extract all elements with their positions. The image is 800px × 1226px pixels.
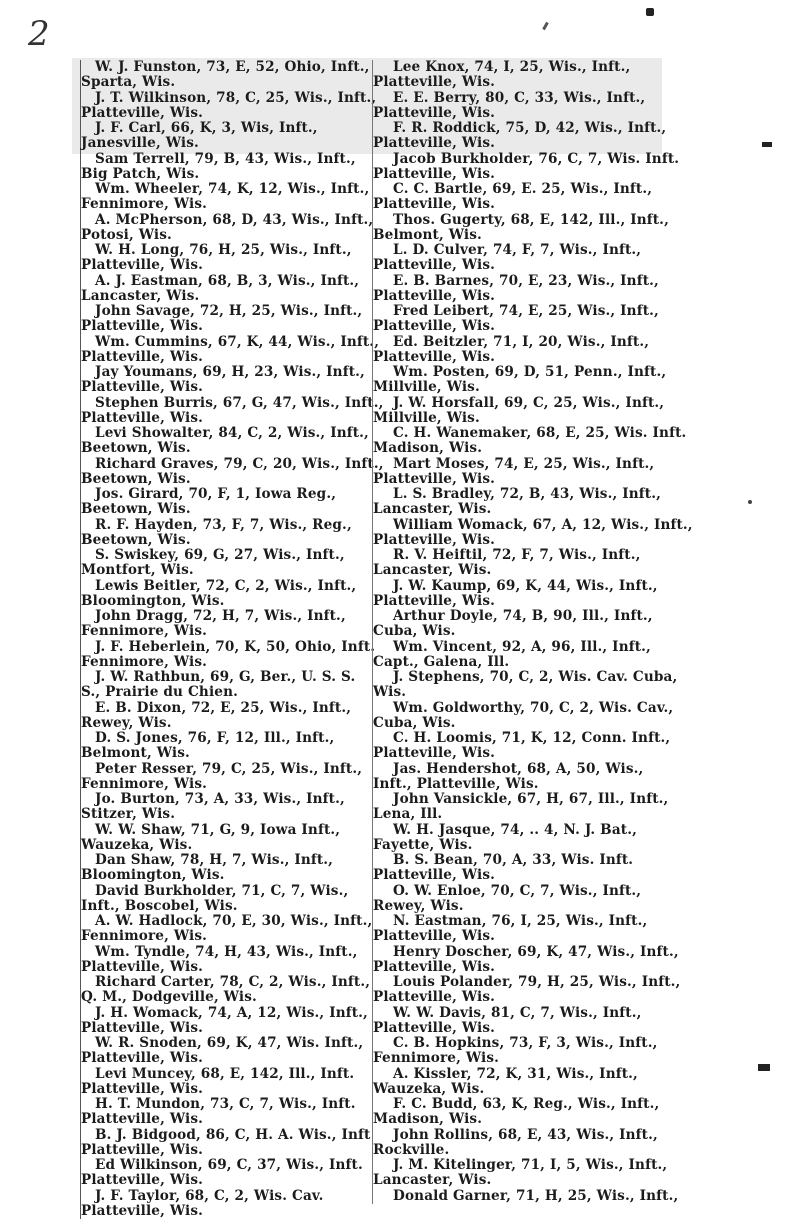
entry-residence-line: Platteville, Wis. [373,745,496,762]
entry-name-line: J. Stephens, 70, C, 2, Wis. Cav. Cuba, [393,669,678,685]
roster-entry [373,943,679,976]
entry-residence-line: Bloomington, Wis. [81,867,225,884]
roster-entry [373,640,663,671]
entry-name-line: W. H. Long, 76, H, 25, Wis., Inft., [95,242,352,258]
entry-name-line: O. W. Enloe, 70, C, 7, Wis., Inft., [393,882,642,899]
entry-name-line: S. Swiskey, 69, G, 27, Wis., Inft., [95,547,345,563]
entry-name-line: A. Kissler, 72, K, 31, Wis., Inft., [393,1065,638,1082]
roster-entry [373,1157,668,1189]
roster-entry [373,823,663,854]
entry-residence-line: Fayette, Wis. [373,836,473,853]
entry-name-line: C. H. Loomis, 71, K, 12, Conn. Inft., [393,730,671,746]
entry-residence-line: Wauzeka, Wis. [81,836,193,853]
roster-entry [81,304,371,335]
roster-entry [81,274,371,305]
entry-name-line: Sam Terrell, 79, B, 43, Wis., Inft., [95,150,356,167]
entry-name-line: Jos. Girard, 70, F, 1, Iowa Reg., [95,486,337,502]
entry-residence-line: Madison, Wis. [373,1111,483,1128]
page-number: 2 [28,14,50,54]
roster-entry [81,731,371,762]
roster-entry [81,243,371,274]
entry-name-line: H. T. Mundon, 73, C, 7, Wis., Inft. [95,1096,356,1112]
roster-entry [373,669,678,701]
roster-entry [81,548,371,579]
entry-name-line: J. W. Horsfall, 69, C, 25, Wis., Inft., [393,394,665,411]
entry-name-line: W. J. Funston, 73, E, 52, Ohio, Inft., [95,59,370,75]
entry-name-line: Thos. Gugerty, 68, E, 142, Ill., Inft., [393,211,669,228]
roster-entry [373,609,663,640]
entry-name-line: Louis Polander, 79, H, 25, Wis., Inft., [393,974,681,990]
roster-entry [373,1036,663,1067]
roster-entry [81,1158,371,1189]
roster-entry [373,914,663,945]
roster-entry [81,152,371,183]
roster-entry [373,243,663,274]
entry-residence-line: Platteville, Wis. [373,165,496,182]
entry-residence-line: Fennimore, Wis. [81,623,208,640]
entry-name-line: E. B. Barnes, 70, E, 23, Wis., Inft., [393,272,659,289]
entry-name-line: Peter Resser, 79, C, 25, Wis., Inft., [95,760,363,777]
entry-residence-line: Platteville, Wis. [373,989,496,1006]
ink-mark [646,8,654,16]
entry-name-line: F. C. Budd, 63, K, Reg., Wis., Inft., [393,1096,660,1112]
entry-residence-line: Janesville, Wis. [81,135,199,152]
entry-residence-line: Platteville, Wis. [373,470,496,487]
entry-name-line: John Dragg, 72, H, 7, Wis., Inft., [95,608,346,624]
entry-residence-line: Lancaster, Wis. [373,562,492,579]
entry-name-line: Stephen Burris, 67, G, 47, Wis., Inft., [95,394,384,411]
entry-residence-line: Fennimore, Wis. [81,653,208,670]
entry-name-line: W. R. Snoden, 69, K, 47, Wis. Inft., [95,1035,364,1051]
entry-name-line: E. B. Dixon, 72, E, 25, Wis., Inft., [95,699,352,716]
roster-entry [81,60,371,91]
roster-entry [81,701,371,732]
roster-entry [81,975,371,1006]
roster-entry [373,457,663,488]
entry-residence-line: Platteville, Wis. [81,958,204,975]
entry-name-line: Arthur Doyle, 74, B, 90, Ill., Inft., [393,608,653,624]
roster-entry [373,274,663,305]
roster-entry [373,304,663,335]
entry-residence-line: Bloomington, Wis. [81,592,225,609]
roster-entry [81,792,371,823]
roster-entry [81,884,371,915]
entry-name-line: Wm. Wheeler, 74, K, 12, Wis., Inft., [95,181,370,197]
entry-residence-line: Millville, Wis. [373,409,480,426]
entry-name-line: W. W. Davis, 81, C, 7, Wis., Inft., [393,1004,642,1021]
roster-entry [81,455,384,488]
roster-entry [81,426,371,457]
entry-name-line: L. D. Culver, 74, F, 7, Wis., Inft., [393,242,642,258]
entry-residence-line: Capt., Galena, Ill. [373,653,510,670]
entry-name-line: C. B. Hopkins, 73, F, 3, Wis., Inft., [393,1035,658,1051]
roster-entry [373,730,671,762]
entry-residence-line: Rewey, Wis. [81,714,172,731]
entry-name-line: L. S. Bradley, 72, B, 43, Wis., Inft., [393,486,661,502]
roster-entry [81,394,384,427]
entry-residence-line: Inft., Platteville, Wis. [373,775,539,792]
roster-entry [373,1128,663,1159]
entry-name-line: Mart Moses, 74, E, 25, Wis., Inft., [393,455,655,472]
entry-name-line: Levi Muncey, 68, E, 142, Ill., Inft. [95,1065,355,1082]
entry-residence-line: Belmont, Wis. [373,226,482,243]
roster-entry [373,120,667,152]
roster-entry [81,1189,371,1220]
entry-name-line: A. W. Hadlock, 70, E, 30, Wis., Inft., [95,913,373,929]
entry-residence-line: Lancaster, Wis. [373,501,492,518]
roster-entry [81,333,380,366]
entry-residence-line: Platteville, Wis. [373,1019,496,1036]
roster-entry [81,609,371,640]
roster-entry [373,60,663,91]
entry-residence-line: Belmont, Wis. [81,745,190,762]
roster-entry [373,1187,679,1204]
roster-entry [81,89,377,122]
entry-residence-line: Platteville, Wis. [81,1050,204,1067]
entry-residence-line: Platteville, Wis. [373,318,496,335]
entry-residence-line: Big Patch, Wis. [81,165,200,182]
entry-residence-line: Beetown, Wis. [81,531,191,548]
roster-entry [81,518,371,549]
roster-entry [373,211,669,244]
entry-name-line: J. H. Womack, 74, A, 12, Wis., Inft., [95,1004,368,1021]
roster-entry [373,791,669,823]
entry-residence-line: Lancaster, Wis. [81,287,200,304]
entry-residence-line: Platteville, Wis. [373,196,496,213]
entry-residence-line: Rockville. [373,1141,450,1158]
entry-name-line: Wm. Posten, 69, D, 51, Penn., Inft., [393,364,667,380]
roster-entry [81,1097,371,1128]
entry-name-line: John Rollins, 68, E, 43, Wis., Inft., [393,1126,658,1143]
entry-name-line: Henry Doscher, 69, K, 47, Wis., Inft., [393,943,679,960]
entry-name-line: D. S. Jones, 76, F, 12, Ill., Inft., [95,730,335,746]
roster-entry [81,914,371,945]
entry-name-line: Jay Youmans, 69, H, 23, Wis., Inft., [95,364,365,380]
roster-entry [373,548,663,579]
entry-name-line: John Vansickle, 67, H, 67, Ill., Inft., [393,791,669,807]
entry-residence-line: Platteville, Wis. [373,867,496,884]
entry-name-line: A. McPherson, 68, D, 43, Wis., Inft., [95,211,374,228]
roster-entry [373,487,663,518]
entry-name-line: J. W. Rathbun, 69, G, Ber., U. S. S. [95,669,356,685]
entry-residence-line: Wis. [373,684,407,701]
roster-entry [81,579,371,610]
ink-mark [748,500,752,504]
ink-mark [762,142,772,147]
entry-name-line: Richard Graves, 79, C, 20, Wis., Inft., [95,455,384,472]
entry-name-line: R. V. Heiftil, 72, F, 7, Wis., Inft., [393,547,641,563]
entry-name-line: Fred Leibert, 74, E, 25, Wis., Inft., [393,303,659,319]
left-column [80,59,384,1219]
entry-residence-line: Madison, Wis. [373,440,483,457]
entry-residence-line: Platteville, Wis. [373,287,496,304]
entry-residence-line: Cuba, Wis. [373,714,456,731]
entry-name-line: W. W. Shaw, 71, G, 9, Iowa Inft., [95,821,341,838]
entry-residence-line: Platteville, Wis. [81,1172,204,1189]
roster-entry [373,974,681,1006]
ink-mark [758,1064,770,1071]
entry-name-line: J. F. Carl, 66, K, 3, Wis, Inft., [95,120,318,136]
entry-name-line: Jas. Hendershot, 68, A, 50, Wis., [393,760,644,777]
roster-entry [373,762,663,793]
roster-entry [81,823,371,854]
roster-entry [373,579,663,610]
roster-entry [373,425,687,457]
entry-residence-line: Platteville, Wis. [373,74,496,91]
entry-name-line: Levi Showalter, 84, C, 2, Wis., Inft., [95,425,369,441]
roster-entry [81,487,371,518]
entry-residence-line: Platteville, Wis. [373,958,496,975]
entry-residence-line: Platteville, Wis. [81,318,204,335]
entry-residence-line: Millville, Wis. [373,379,480,396]
entry-residence-line: Stitzer, Wis. [81,806,176,823]
entry-name-line: J. F. Heberlein, 70, K, 50, Ohio, Inft. [95,638,376,655]
entry-name-line: Richard Carter, 78, C, 2, Wis., Inft., [95,974,371,990]
entry-name-line: A. J. Eastman, 68, B, 3, Wis., Inft., [95,272,360,289]
entry-residence-line: Platteville, Wis. [81,409,204,426]
entry-residence-line: Platteville, Wis. [81,257,204,274]
entry-residence-line: Platteville, Wis. [373,257,496,274]
entry-name-line: N. Eastman, 76, I, 25, Wis., Inft., [393,913,648,929]
entry-name-line: J. M. Kitelinger, 71, I, 5, Wis., Inft., [393,1157,668,1173]
roster-entry [81,1067,371,1098]
roster-entry [373,91,663,122]
roster-entry [373,1006,663,1037]
entry-name-line: Wm. Vincent, 92, A, 96, Ill., Inft., [393,638,651,655]
entry-residence-line: Lancaster, Wis. [373,1172,492,1189]
entry-name-line: B. J. Bidgood, 86, C, H. A. Wis., Inft [95,1126,371,1143]
roster-entry [373,396,663,427]
entry-name-line: F. R. Roddick, 75, D, 42, Wis., Inft., [393,120,667,136]
entry-residence-line: Platteville, Wis. [81,379,204,396]
entry-name-line: B. S. Bean, 70, A, 33, Wis. Inft. [393,852,634,868]
entry-residence-line: Potosi, Wis. [81,226,172,243]
entry-residence-line: Montfort, Wis. [81,562,194,579]
entry-residence-line: Platteville, Wis. [81,1080,204,1097]
entry-residence-line: Platteville, Wis. [81,1202,204,1219]
entry-residence-line: Platteville, Wis. [81,1019,204,1036]
entry-name-line: J. W. Kaump, 69, K, 44, Wis., Inft., [393,577,658,594]
roster-entry [81,1036,371,1067]
entry-residence-line: Rewey, Wis. [373,897,464,914]
roster-entry [373,1097,663,1128]
right-column [372,59,693,1204]
entry-name-line: Jacob Burkholder, 76, C, 7, Wis. Inft. [393,150,680,167]
entry-name-line: W. H. Jasque, 74, .. 4, N. J. Bat., [393,821,637,838]
roster-entry [373,699,674,732]
entry-name-line: John Savage, 72, H, 25, Wis., Inft., [95,303,363,319]
roster-entry [81,762,371,793]
roster-entry [373,1067,663,1098]
entry-residence-line: Fennimore, Wis. [81,928,208,945]
entry-name-line: William Womack, 67, A, 12, Wis., Inft., [393,516,693,533]
entry-name-line: C. H. Wanemaker, 68, E, 25, Wis. Inft. [393,425,687,441]
entry-name-line: E. E. Berry, 80, C, 33, Wis., Inft., [393,89,646,106]
entry-residence-line: Beetown, Wis. [81,501,191,518]
entry-residence-line: Beetown, Wis. [81,470,191,487]
entry-residence-line: S., Prairie du Chien. [81,684,238,701]
roster-entry [373,335,663,366]
roster-entry [373,516,693,549]
roster-entry [81,638,376,671]
roster-entry [81,1128,371,1159]
entry-residence-line: Platteville, Wis. [81,1111,204,1128]
entry-residence-line: Platteville, Wis. [373,592,496,609]
entry-residence-line: Platteville, Wis. [373,135,496,152]
entry-name-line: R. F. Hayden, 73, F, 7, Wis., Reg., [95,516,352,533]
roster-entry [373,364,667,396]
entry-residence-line: Inft., Boscobel, Wis. [81,897,238,914]
roster-entry [373,150,680,183]
entry-residence-line: Fennimore, Wis. [81,196,208,213]
entry-residence-line: Platteville, Wis. [81,348,204,365]
roster-entry [81,211,374,244]
roster-entry [81,670,371,701]
entry-name-line: Lewis Beitler, 72, C, 2, Wis., Inft., [95,577,357,594]
entry-residence-line: Sparta, Wis. [81,74,176,91]
roster-entry [81,182,371,213]
entry-name-line: Ed. Beitzler, 71, I, 20, Wis., Inft., [393,333,650,350]
entry-residence-line: Platteville, Wis. [373,104,496,121]
entry-name-line: Lee Knox, 74, I, 25, Wis., Inft., [393,59,631,75]
entry-name-line: J. T. Wilkinson, 78, C, 25, Wis., Inft., [95,89,377,106]
roster-entry [81,365,371,396]
entry-residence-line: Wauzeka, Wis. [373,1080,485,1097]
roster-entry [373,182,663,213]
entry-name-line: Ed Wilkinson, 69, C, 37, Wis., Inft. [95,1157,363,1173]
entry-name-line: Donald Garner, 71, H, 25, Wis., Inft., [393,1187,679,1204]
entry-residence-line: Beetown, Wis. [81,440,191,457]
entry-residence-line: Platteville, Wis. [373,928,496,945]
entry-residence-line: Platteville, Wis. [373,348,496,365]
entry-residence-line: Platteville, Wis. [81,1141,204,1158]
roster-entry [81,121,371,152]
entry-residence-line: Cuba, Wis. [373,623,456,640]
entry-name-line: David Burkholder, 71, C, 7, Wis., [95,882,349,899]
entry-residence-line: Q. M., Dodgeville, Wis. [81,989,257,1006]
roster-entry [81,1006,371,1037]
entry-residence-line: Platteville, Wis. [81,104,204,121]
roster-entry [81,945,371,976]
entry-residence-line: Lena, Ill. [373,806,443,823]
ink-mark [542,22,549,30]
entry-residence-line: Platteville, Wis. [373,531,496,548]
entry-name-line: Wm. Tyndle, 74, H, 43, Wis., Inft., [95,943,358,960]
entry-name-line: C. C. Bartle, 69, E. 25, Wis., Inft., [393,181,653,197]
entry-name-line: Dan Shaw, 78, H, 7, Wis., Inft., [95,852,334,868]
entry-residence-line: Fennimore, Wis. [81,775,208,792]
entry-name-line: Wm. Cummins, 67, K, 44, Wis., Inft., [95,333,380,350]
entry-residence-line: Fennimore, Wis. [373,1050,500,1067]
entry-name-line: J. F. Taylor, 68, C, 2, Wis. Cav. [95,1187,324,1204]
roster-entry [373,884,663,915]
roster-entry [81,853,371,884]
roster-entry [373,853,663,884]
entry-name-line: Jo. Burton, 73, A, 33, Wis., Inft., [95,791,345,807]
entry-name-line: Wm. Goldworthy, 70, C, 2, Wis. Cav., [393,699,674,716]
